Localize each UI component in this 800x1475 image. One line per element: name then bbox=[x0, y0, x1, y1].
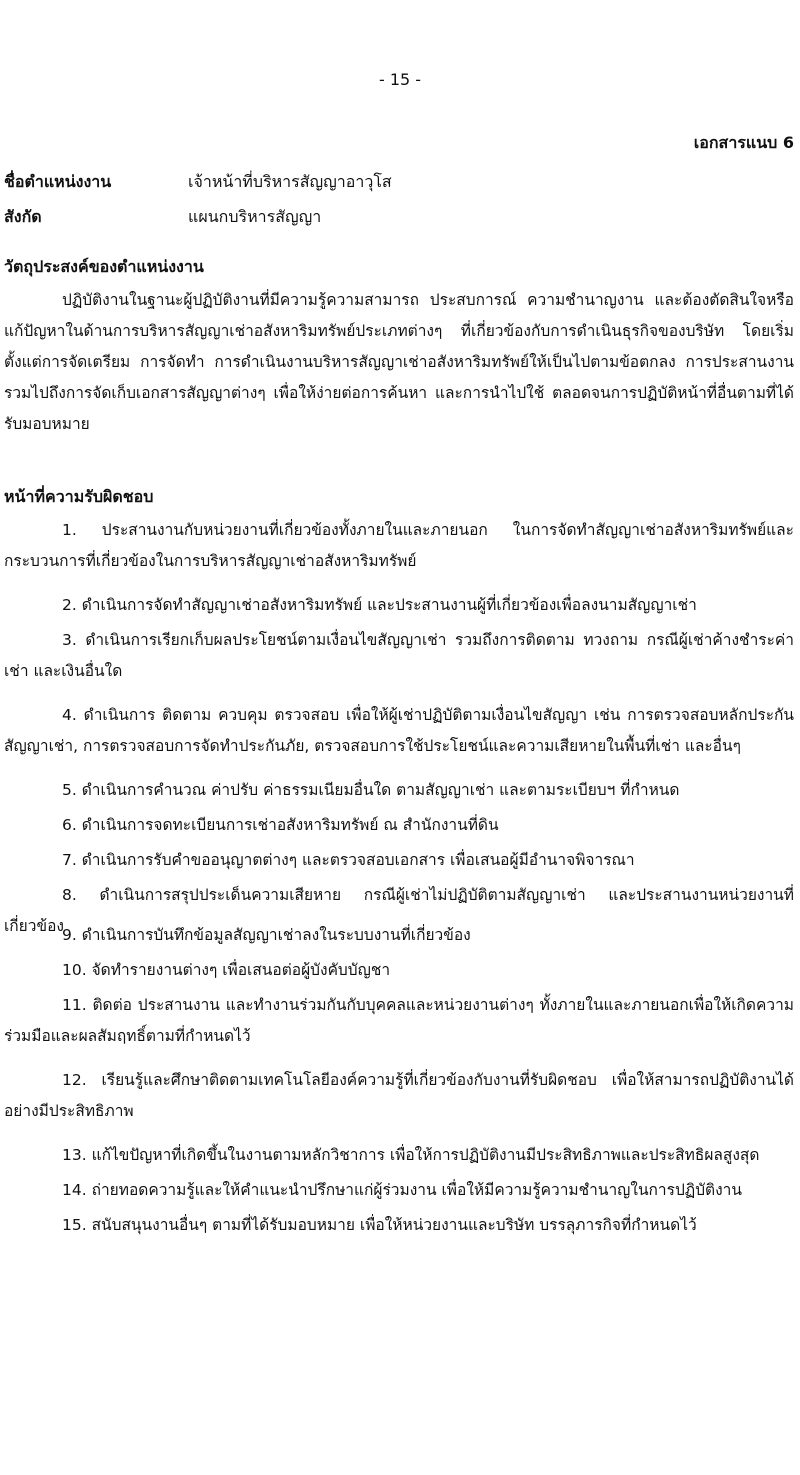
responsibility-item-11: 11. ติดต่อ ประสานงาน และทำงานร่วมกันกับบุคคลและหน่วยงานต่างๆ ทั้งภายในและภายนอกเพื่อให้เกิดความร่วมมือและผลสัมฤทธิ์ตามที่กำหนดไว้ bbox=[4, 996, 794, 1045]
department-value: แผนกบริหารสัญญา bbox=[188, 207, 322, 226]
responsibility-item-10: 10. จัดทำรายงานต่างๆ เพื่อเสนอต่อผู้บังคับบัญชา bbox=[62, 961, 391, 979]
responsibility-item-4: 4. ดำเนินการ ติดตาม ควบคุม ตรวจสอบ เพื่อให้ผู้เช่าปฏิบัติตามเงื่อนไขสัญญา เช่น การตรวจสอบหลักประกันสัญญาเช่า, การตรวจสอบการจัดทำประกันภัย, ตรวจสอบการใช้ประโยชน์และความเสียหายในพื้นที่เช่า และอื่นๆ bbox=[4, 706, 794, 755]
responsibility-item-2: 2. ดำเนินการจัดทำสัญญาเช่าอสังหาริมทรัพย์ และประสานงานผู้ที่เกี่ยวข้องเพื่อลงนามสัญญาเช่า bbox=[62, 596, 697, 614]
position-label: ชื่อตำแหน่งงาน bbox=[4, 172, 112, 191]
position-value: เจ้าหน้าที่บริหารสัญญาอาวุโส bbox=[188, 172, 392, 191]
responsibility-item-15: 15. สนับสนุนงานอื่นๆ ตามที่ได้รับมอบหมาย เพื่อให้หน่วยงานและบริษัท บรรลุภารกิจที่กำหนดไว้ bbox=[62, 1216, 697, 1234]
annex-label: เอกสารแนบ 6 bbox=[693, 133, 794, 152]
responsibility-item-12: 12. เรียนรู้และศึกษาติดตามเทคโนโลยีองค์ความรู้ที่เกี่ยวข้องกับงานที่รับผิดชอบ เพื่อให้สามารถปฏิบัติงานได้อย่างมีประสิทธิภาพ bbox=[4, 1071, 794, 1120]
responsibility-item-14: 14. ถ่ายทอดความรู้และให้คำแนะนำปรึกษาแก่ผู้ร่วมงาน เพื่อให้มีความรู้ความชำนาญในการปฏิบัติงาน bbox=[62, 1181, 742, 1199]
responsibility-item-6: 6. ดำเนินการจดทะเบียนการเช่าอสังหาริมทรัพย์ ณ สำนักงานที่ดิน bbox=[62, 816, 499, 834]
page-number: - 15 - bbox=[378, 70, 422, 89]
objective-text: ปฏิบัติงานในฐานะผู้ปฏิบัติงานที่มีความรู้ความสามารถ ประสบการณ์ ความชำนาญงาน และต้องตัดสินใจหรือแก้ปัญหาในด้านการบริหารสัญญาเช่าอสังหาริมทรัพย์ประเภทต่างๆ ที่เกี่ยวข้องกับการดำเนินธุรกิจของบริษัท โดยเริ่มตั้งแต่การจัดเตรียม การจัดทำ การดำเนินงานบริหารสัญญาเช่าอสังหาริมทรัพย์ให้เป็นไปตามข้อตกลง การประสานงาน รวมไปถึงการจัดเก็บเอกสารสัญญาต่างๆ เพื่อให้ง่ายต่อการค้นหา และการนำไปใช้ ตลอดจนการปฏิบัติหน้าที่อื่นตามที่ได้รับมอบหมาย bbox=[4, 291, 794, 433]
objective-title: วัตถุประสงค์ของตำแหน่งงาน bbox=[4, 257, 204, 276]
responsibility-item-3: 3. ดำเนินการเรียกเก็บผลประโยชน์ตามเงื่อนไขสัญญาเช่า รวมถึงการติดตาม ทวงถาม กรณีผู้เช่าค้างชำระค่าเช่า และเงินอื่นใด bbox=[4, 631, 794, 680]
responsibility-item-1: 1. ประสานงานกับหน่วยงานที่เกี่ยวข้องทั้งภายในและภายนอก ในการจัดทำสัญญาเช่าอสังหาริมทรัพย์และกระบวนการที่เกี่ยวข้องในการบริหารสัญญาเช่าอสังหาริมทรัพย์ bbox=[4, 521, 794, 570]
responsibility-item-5: 5. ดำเนินการคำนวณ ค่าปรับ ค่าธรรมเนียมอื่นใด ตามสัญญาเช่า และตามระเบียบฯ ที่กำหนด bbox=[62, 781, 680, 799]
responsibilities-title: หน้าที่ความรับผิดชอบ bbox=[4, 487, 154, 506]
responsibility-item-7: 7. ดำเนินการรับคำขออนุญาตต่างๆ และตรวจสอบเอกสาร เพื่อเสนอผู้มีอำนาจพิจารณา bbox=[62, 851, 635, 869]
responsibility-item-8: 8. ดำเนินการสรุปประเด็นความเสียหาย กรณีผู้เช่าไม่ปฏิบัติตามสัญญาเช่า และประสานงานหน่วยงานที่เกี่ยวข้อง bbox=[4, 886, 794, 935]
department-label: สังกัด bbox=[4, 207, 42, 226]
responsibility-item-13: 13. แก้ไขปัญหาที่เกิดขึ้นในงานตามหลักวิชาการ เพื่อให้การปฏิบัติงานมีประสิทธิภาพและประสิทธิผลสูงสุด bbox=[62, 1146, 760, 1164]
responsibility-item-9: 9. ดำเนินการบันทึกข้อมูลสัญญาเช่าลงในระบบงานที่เกี่ยวข้อง bbox=[62, 926, 471, 944]
